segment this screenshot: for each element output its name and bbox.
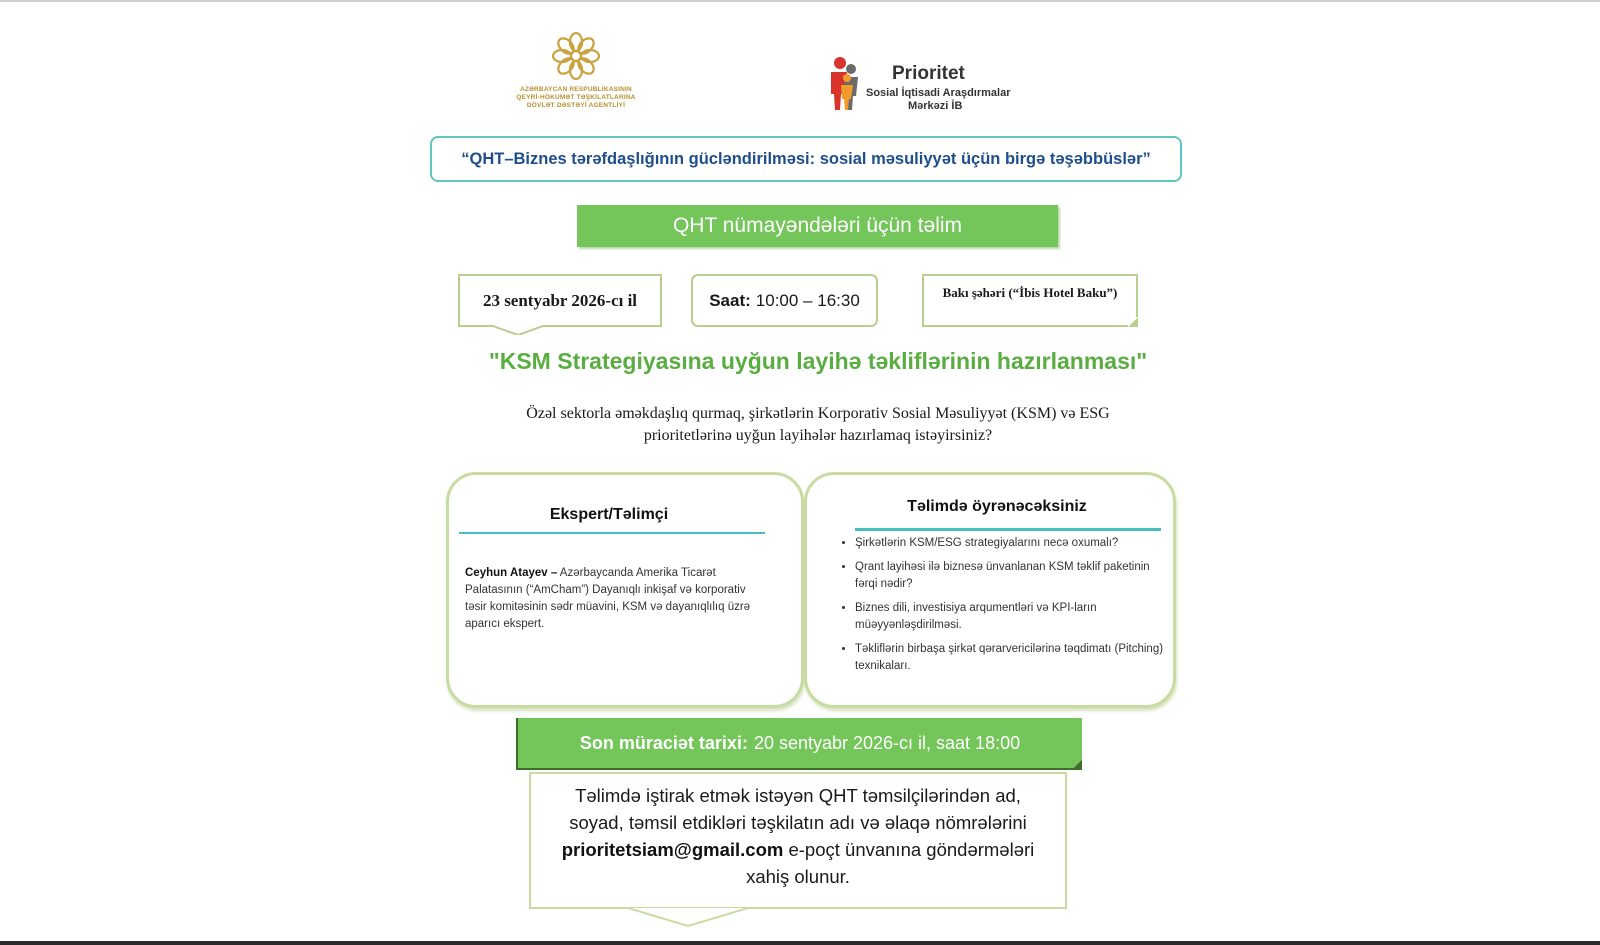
brand-name: Prioritet — [892, 63, 965, 84]
learn-card — [804, 472, 1176, 708]
learn-list — [835, 535, 1171, 682]
intro-text — [460, 403, 1176, 447]
deadline-value: 20 sentyabr 2026-cı il, saat 18:00 — [753, 732, 1021, 753]
expert-name: Ceyhun Atayev – — [465, 567, 558, 579]
deadline-label: Son müraciət tarixi: — [579, 732, 748, 753]
brand-subtitle-2: Mərkəzi İB — [908, 100, 963, 112]
deadline-banner — [516, 718, 1082, 770]
date-box: 23 sentyabr 2026-cı il — [458, 274, 662, 327]
project-title: “QHT–Biznes tərəfdaşlığının gücləndirilməsi: sosial məsuliyyət üçün birgə təşəbbüslər” — [430, 136, 1182, 182]
list-item: • Təkliflərin birbaşa şirkət qərarvericilərinə təqdimatı (Pitching) texnikaları. — [855, 641, 1171, 675]
flower-emblem-icon — [550, 30, 602, 82]
agency-line-1: AZƏRBAYCAN RESPUBLİKASININ — [520, 86, 632, 93]
application-instructions — [529, 772, 1067, 909]
list-item: • Biznes dili, investisiya arqumentləri və KPI-ların müəyyənləşdirilməsi. — [855, 600, 1171, 634]
list-item: • Şirkətlərin KSM/ESG strategiyalarını necə oxumalı? — [855, 535, 1171, 552]
bottom-border — [0, 941, 1600, 945]
time-box — [691, 274, 878, 327]
list-item: • Qrant layihəsi ilə biznesə ünvanlanan KSM təklif paketinin fərqi nədir? — [855, 559, 1171, 593]
expert-card-title: Ekspert/Təlimçi — [549, 506, 669, 523]
learn-card-title: Təlimdə öyrənəcəksiniz — [907, 498, 1087, 515]
prioritet-logo — [826, 56, 1016, 116]
training-banner: QHT nümayəndələri üçün təlim — [577, 205, 1058, 247]
location-text: Bakı şəhəri (“İbis Hotel Baku”) — [942, 285, 1118, 300]
divider — [855, 528, 1161, 531]
expert-description: Azərbaycanda Amerika Ticarət Palatasının (“AmCham”) Dayanıqlı inkişaf və korporativ təsir komitəsinin sədr müavini, KSM və dayanıqlılıq üzrə aparıcı ekspert. — [465, 567, 751, 630]
date-box-pointer — [490, 325, 546, 335]
brand-subtitle-1: Sosial İqtisadi Araşdırmalar — [866, 87, 1011, 99]
intro-line-1: Özəl sektorla əməkdaşlıq qurmaq, şirkətlərin Korporativ Sosial Məsuliyyət (KSM) və ESG — [526, 405, 1110, 422]
agency-line-3: DÖVLƏT DƏSTƏYİ AGENTLİYİ — [526, 102, 626, 109]
request-text-end: e-poçt ünvanına göndərmələri xahiş olunur. — [746, 839, 1035, 887]
divider — [459, 532, 765, 534]
people-figures-icon — [826, 56, 866, 112]
agency-line-2: QEYRİ-HÖKUMƏT TƏŞKİLATLARINA — [516, 94, 636, 101]
time-value: 10:00 – 16:30 — [755, 290, 860, 310]
request-box-pointer — [628, 907, 748, 927]
folded-corner — [1128, 317, 1138, 327]
expert-bio — [465, 565, 755, 633]
email-address[interactable]: prioritetsiam@gmail.com — [561, 839, 784, 860]
request-text: Təlimdə iştirak etmək istəyən QHT təmsilçilərindən ad, soyad, təmsil etdikləri təşkilatın adı və əlaqə nömrələrini — [569, 785, 1027, 833]
folded-corner — [1074, 760, 1082, 768]
agency-logo — [510, 30, 642, 110]
expert-card — [446, 472, 804, 708]
agency-name — [510, 86, 642, 110]
top-border — [0, 0, 1600, 2]
intro-line-2: prioritetlərinə uyğun layihələr hazırlamaq istəyirsiniz? — [643, 427, 993, 444]
location-box — [922, 274, 1138, 327]
time-label: Saat: — [709, 290, 751, 310]
main-heading: "KSM Strategiyasına uyğun layihə təkliflərinin hazırlanması" — [488, 348, 1148, 374]
